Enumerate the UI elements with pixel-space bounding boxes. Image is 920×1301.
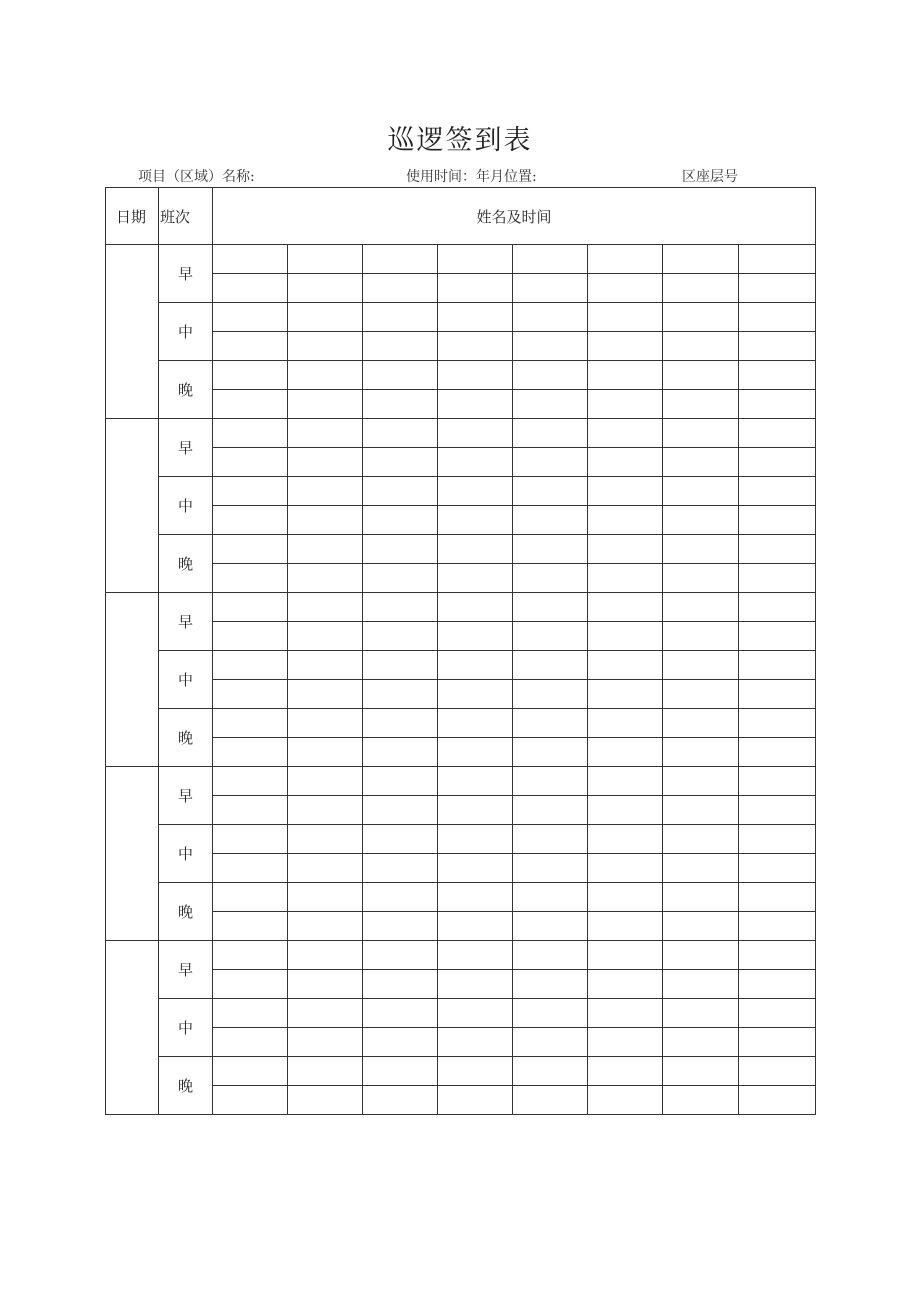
signature-cell[interactable] [213, 1057, 288, 1086]
signature-cell[interactable] [588, 912, 663, 941]
shift-cell: 早 [159, 767, 213, 825]
signature-cell[interactable] [438, 825, 513, 854]
signature-cell[interactable] [438, 593, 513, 622]
project-area-name-label: 项目（区域）名称: [138, 169, 255, 185]
header-date: 日期 [106, 188, 159, 245]
signature-cell[interactable] [513, 535, 588, 564]
table-row [106, 825, 816, 854]
signature-cell[interactable] [739, 738, 816, 767]
signature-cell[interactable] [438, 506, 513, 535]
header-shift: 班次 [159, 188, 213, 245]
shift-cell: 中 [159, 303, 213, 361]
signature-cell[interactable] [213, 796, 288, 825]
zone-seat-floor-label: 区座层号 [682, 169, 738, 185]
signature-cell[interactable] [438, 245, 513, 274]
signature-cell[interactable] [438, 738, 513, 767]
signature-cell[interactable] [663, 361, 739, 390]
table-row [106, 941, 816, 970]
table-row [106, 448, 816, 477]
signature-cell[interactable] [588, 1057, 663, 1086]
signature-cell[interactable] [363, 477, 438, 506]
signature-cell[interactable] [288, 274, 363, 303]
signature-cell[interactable] [363, 303, 438, 332]
table-row [106, 680, 816, 709]
signature-cell[interactable] [588, 303, 663, 332]
table-row [106, 506, 816, 535]
signature-cell[interactable] [663, 941, 739, 970]
signature-cell[interactable] [288, 390, 363, 419]
signature-cell[interactable] [438, 477, 513, 506]
table-row [106, 767, 816, 796]
signature-cell[interactable] [363, 1086, 438, 1115]
signature-cell[interactable] [288, 245, 363, 274]
signature-cell[interactable] [739, 361, 816, 390]
signature-cell[interactable] [663, 593, 739, 622]
signature-cell[interactable] [438, 883, 513, 912]
signature-cell[interactable] [588, 883, 663, 912]
signature-cell[interactable] [438, 709, 513, 738]
signature-cell[interactable] [438, 361, 513, 390]
table-row [106, 535, 816, 564]
signature-cell[interactable] [663, 738, 739, 767]
signature-cell[interactable] [739, 448, 816, 477]
signature-cell[interactable] [739, 912, 816, 941]
shift-cell: 早 [159, 941, 213, 999]
signature-cell[interactable] [513, 390, 588, 419]
signature-cell[interactable] [213, 738, 288, 767]
signature-cell[interactable] [513, 303, 588, 332]
signature-cell[interactable] [438, 970, 513, 999]
signature-cell[interactable] [663, 970, 739, 999]
signature-cell[interactable] [739, 419, 816, 448]
signature-cell[interactable] [288, 883, 363, 912]
signature-cell[interactable] [513, 854, 588, 883]
signature-cell[interactable] [288, 564, 363, 593]
signature-cell[interactable] [363, 361, 438, 390]
signature-cell[interactable] [288, 535, 363, 564]
signature-cell[interactable] [363, 593, 438, 622]
signature-cell[interactable] [363, 709, 438, 738]
signature-cell[interactable] [588, 651, 663, 680]
signature-cell[interactable] [288, 1057, 363, 1086]
signature-cell[interactable] [288, 593, 363, 622]
signature-cell[interactable] [663, 332, 739, 361]
signature-cell[interactable] [213, 709, 288, 738]
signature-cell[interactable] [363, 506, 438, 535]
signature-cell[interactable] [588, 361, 663, 390]
signature-cell[interactable] [288, 709, 363, 738]
signature-cell[interactable] [288, 332, 363, 361]
signature-cell[interactable] [588, 1028, 663, 1057]
signature-cell[interactable] [363, 854, 438, 883]
signature-cell[interactable] [363, 448, 438, 477]
page-title: 巡逻签到表 [387, 125, 533, 156]
signature-cell[interactable] [213, 680, 288, 709]
signature-cell[interactable] [739, 970, 816, 999]
signature-cell[interactable] [438, 622, 513, 651]
signature-cell[interactable] [663, 651, 739, 680]
signature-cell[interactable] [438, 912, 513, 941]
table-row [106, 883, 816, 912]
signature-cell[interactable] [288, 419, 363, 448]
signature-cell[interactable] [513, 1028, 588, 1057]
signature-cell[interactable] [739, 535, 816, 564]
signature-cell[interactable] [438, 999, 513, 1028]
signature-cell[interactable] [663, 825, 739, 854]
shift-cell: 晚 [159, 1057, 213, 1115]
signature-cell[interactable] [588, 245, 663, 274]
signature-cell[interactable] [438, 564, 513, 593]
shift-cell: 中 [159, 477, 213, 535]
signature-cell[interactable] [213, 477, 288, 506]
signature-cell[interactable] [363, 738, 438, 767]
shift-cell: 中 [159, 651, 213, 709]
signature-cell[interactable] [663, 680, 739, 709]
signature-cell[interactable] [663, 912, 739, 941]
signature-cell[interactable] [213, 274, 288, 303]
signature-cell[interactable] [588, 564, 663, 593]
signature-cell[interactable] [438, 1028, 513, 1057]
header-names-and-time: 姓名及时间 [213, 188, 816, 245]
table-row [106, 912, 816, 941]
signature-cell[interactable] [438, 274, 513, 303]
signature-cell[interactable] [288, 767, 363, 796]
signature-cell[interactable] [739, 245, 816, 274]
signature-cell[interactable] [663, 477, 739, 506]
signature-cell[interactable] [213, 767, 288, 796]
signature-cell[interactable] [363, 883, 438, 912]
signature-cell[interactable] [513, 419, 588, 448]
shift-cell: 早 [159, 245, 213, 303]
signature-cell[interactable] [513, 1057, 588, 1086]
signature-cell[interactable] [363, 245, 438, 274]
signature-cell[interactable] [588, 999, 663, 1028]
signature-cell[interactable] [213, 332, 288, 361]
signature-cell[interactable] [288, 622, 363, 651]
signature-cell[interactable] [739, 680, 816, 709]
signature-cell[interactable] [363, 535, 438, 564]
signature-cell[interactable] [288, 738, 363, 767]
signature-cell[interactable] [438, 651, 513, 680]
signature-cell[interactable] [588, 419, 663, 448]
signature-cell[interactable] [363, 825, 438, 854]
signature-cell[interactable] [363, 912, 438, 941]
signature-cell[interactable] [739, 1057, 816, 1086]
signature-cell[interactable] [438, 1086, 513, 1115]
signature-cell[interactable] [513, 999, 588, 1028]
signature-cell[interactable] [739, 477, 816, 506]
signature-cell[interactable] [363, 390, 438, 419]
signature-cell[interactable] [663, 1086, 739, 1115]
signature-cell[interactable] [363, 332, 438, 361]
signature-cell[interactable] [663, 883, 739, 912]
signature-cell[interactable] [739, 274, 816, 303]
shift-cell: 晚 [159, 361, 213, 419]
signature-cell[interactable] [663, 709, 739, 738]
signature-cell[interactable] [513, 912, 588, 941]
signature-cell[interactable] [288, 303, 363, 332]
table-row [106, 390, 816, 419]
signature-cell[interactable] [363, 999, 438, 1028]
signature-cell[interactable] [588, 767, 663, 796]
signature-cell[interactable] [588, 332, 663, 361]
signature-cell[interactable] [513, 361, 588, 390]
table-row [106, 999, 816, 1028]
signature-cell[interactable] [438, 767, 513, 796]
signature-cell[interactable] [363, 419, 438, 448]
signature-cell[interactable] [588, 448, 663, 477]
table-row [106, 593, 816, 622]
signature-cell[interactable] [363, 1057, 438, 1086]
signature-cell[interactable] [588, 970, 663, 999]
signature-cell[interactable] [663, 854, 739, 883]
table-row [106, 622, 816, 651]
signature-cell[interactable] [513, 564, 588, 593]
signature-cell[interactable] [213, 535, 288, 564]
signature-cell[interactable] [513, 332, 588, 361]
signature-cell[interactable] [363, 767, 438, 796]
signature-cell[interactable] [663, 564, 739, 593]
table-row [106, 303, 816, 332]
signature-cell[interactable] [363, 274, 438, 303]
signature-cell[interactable] [663, 796, 739, 825]
signature-cell[interactable] [288, 477, 363, 506]
signature-cell[interactable] [438, 419, 513, 448]
signature-cell[interactable] [438, 535, 513, 564]
signature-cell[interactable] [588, 274, 663, 303]
signature-cell[interactable] [588, 535, 663, 564]
signature-cell[interactable] [213, 622, 288, 651]
shift-cell: 晚 [159, 535, 213, 593]
signature-cell[interactable] [739, 303, 816, 332]
signature-cell[interactable] [438, 854, 513, 883]
signature-cell[interactable] [288, 970, 363, 999]
signature-cell[interactable] [663, 419, 739, 448]
signature-cell[interactable] [739, 1028, 816, 1057]
signature-cell[interactable] [739, 709, 816, 738]
table-row [106, 796, 816, 825]
signature-cell[interactable] [663, 506, 739, 535]
shift-cell: 早 [159, 593, 213, 651]
signature-cell[interactable] [213, 1028, 288, 1057]
signature-cell[interactable] [213, 564, 288, 593]
signature-cell[interactable] [363, 622, 438, 651]
signature-cell[interactable] [288, 361, 363, 390]
signature-cell[interactable] [588, 1086, 663, 1115]
signature-cell[interactable] [363, 651, 438, 680]
signature-cell[interactable] [438, 680, 513, 709]
signature-cell[interactable] [213, 941, 288, 970]
signature-cell[interactable] [663, 274, 739, 303]
signature-cell[interactable] [739, 622, 816, 651]
signature-cell[interactable] [288, 825, 363, 854]
signature-cell[interactable] [288, 941, 363, 970]
date-cell[interactable] [106, 941, 159, 1115]
signature-cell[interactable] [513, 1086, 588, 1115]
signature-cell[interactable] [213, 390, 288, 419]
signature-cell[interactable] [663, 535, 739, 564]
signature-cell[interactable] [363, 680, 438, 709]
signature-cell[interactable] [213, 419, 288, 448]
signature-cell[interactable] [213, 1086, 288, 1115]
signature-cell[interactable] [663, 999, 739, 1028]
signature-cell[interactable] [513, 651, 588, 680]
signature-cell[interactable] [588, 622, 663, 651]
signature-cell[interactable] [288, 1086, 363, 1115]
signature-cell[interactable] [663, 1028, 739, 1057]
signature-cell[interactable] [739, 651, 816, 680]
signature-cell[interactable] [739, 825, 816, 854]
patrol-signin-table [105, 187, 816, 1115]
signature-cell[interactable] [438, 332, 513, 361]
signature-cell[interactable] [513, 680, 588, 709]
table-row [106, 332, 816, 361]
table-row [106, 1028, 816, 1057]
signature-cell[interactable] [588, 854, 663, 883]
signature-cell[interactable] [363, 970, 438, 999]
signature-cell[interactable] [288, 854, 363, 883]
table-row [106, 651, 816, 680]
signature-cell[interactable] [663, 448, 739, 477]
signature-cell[interactable] [513, 477, 588, 506]
shift-cell: 中 [159, 825, 213, 883]
table-row [106, 970, 816, 999]
signature-cell[interactable] [213, 245, 288, 274]
signature-cell[interactable] [513, 767, 588, 796]
signature-cell[interactable] [513, 622, 588, 651]
shift-cell: 晚 [159, 883, 213, 941]
signature-cell[interactable] [438, 1057, 513, 1086]
signature-cell[interactable] [588, 506, 663, 535]
signature-cell[interactable] [213, 303, 288, 332]
signature-cell[interactable] [438, 448, 513, 477]
signature-cell[interactable] [288, 680, 363, 709]
signature-cell[interactable] [588, 796, 663, 825]
signature-cell[interactable] [288, 796, 363, 825]
signature-cell[interactable] [739, 332, 816, 361]
signature-cell[interactable] [288, 651, 363, 680]
signature-cell[interactable] [739, 593, 816, 622]
signature-cell[interactable] [213, 651, 288, 680]
signature-cell[interactable] [588, 390, 663, 419]
signature-cell[interactable] [213, 883, 288, 912]
signature-cell[interactable] [288, 448, 363, 477]
signature-cell[interactable] [588, 709, 663, 738]
signature-cell[interactable] [663, 1057, 739, 1086]
signature-cell[interactable] [513, 738, 588, 767]
signature-cell[interactable] [588, 680, 663, 709]
signature-cell[interactable] [363, 796, 438, 825]
signature-cell[interactable] [288, 506, 363, 535]
signature-cell[interactable] [513, 825, 588, 854]
signature-cell[interactable] [739, 390, 816, 419]
table-row [106, 854, 816, 883]
signature-cell[interactable] [513, 796, 588, 825]
signature-cell[interactable] [288, 912, 363, 941]
shift-cell: 早 [159, 419, 213, 477]
signature-cell[interactable] [739, 883, 816, 912]
signature-cell[interactable] [213, 361, 288, 390]
signature-cell[interactable] [739, 854, 816, 883]
date-cell[interactable] [106, 419, 159, 593]
signature-cell[interactable] [513, 941, 588, 970]
date-cell[interactable] [106, 593, 159, 767]
signature-cell[interactable] [588, 477, 663, 506]
signature-cell[interactable] [213, 854, 288, 883]
signature-cell[interactable] [438, 303, 513, 332]
signature-cell[interactable] [438, 390, 513, 419]
signature-cell[interactable] [739, 506, 816, 535]
signature-cell[interactable] [663, 390, 739, 419]
table-row [106, 274, 816, 303]
table-row [106, 361, 816, 390]
table-row [106, 477, 816, 506]
signature-cell[interactable] [739, 796, 816, 825]
table-row [106, 1057, 816, 1086]
signature-cell[interactable] [663, 303, 739, 332]
signature-cell[interactable] [588, 941, 663, 970]
signature-cell[interactable] [588, 738, 663, 767]
signature-cell[interactable] [438, 941, 513, 970]
signature-cell[interactable] [663, 622, 739, 651]
signature-cell[interactable] [288, 999, 363, 1028]
table-row [106, 245, 816, 274]
signature-cell[interactable] [513, 883, 588, 912]
signature-cell[interactable] [588, 593, 663, 622]
signature-cell[interactable] [739, 999, 816, 1028]
signature-cell[interactable] [739, 1086, 816, 1115]
shift-cell: 晚 [159, 709, 213, 767]
signature-cell[interactable] [213, 999, 288, 1028]
signature-cell[interactable] [363, 1028, 438, 1057]
shift-cell: 中 [159, 999, 213, 1057]
signature-cell[interactable] [588, 825, 663, 854]
signature-cell[interactable] [513, 593, 588, 622]
signature-cell[interactable] [213, 970, 288, 999]
signature-cell[interactable] [663, 767, 739, 796]
signature-cell[interactable] [739, 941, 816, 970]
signature-cell[interactable] [739, 564, 816, 593]
table-row [106, 709, 816, 738]
signature-cell[interactable] [513, 506, 588, 535]
signature-cell[interactable] [213, 448, 288, 477]
table-header-row [106, 188, 816, 245]
table-row [106, 1086, 816, 1115]
signature-cell[interactable] [663, 245, 739, 274]
signature-cell[interactable] [513, 448, 588, 477]
date-cell[interactable] [106, 767, 159, 941]
signature-cell[interactable] [213, 912, 288, 941]
signature-cell[interactable] [363, 941, 438, 970]
table-row [106, 738, 816, 767]
signature-cell[interactable] [213, 825, 288, 854]
signature-cell[interactable] [213, 593, 288, 622]
table-row [106, 564, 816, 593]
signature-cell[interactable] [363, 564, 438, 593]
signature-cell[interactable] [288, 1028, 363, 1057]
signature-cell[interactable] [438, 796, 513, 825]
usage-time-location-label: 使用时间：年月位置: [406, 169, 537, 185]
table-row [106, 419, 816, 448]
date-cell[interactable] [106, 245, 159, 419]
signature-cell[interactable] [513, 970, 588, 999]
signature-cell[interactable] [513, 709, 588, 738]
signature-cell[interactable] [213, 506, 288, 535]
signature-cell[interactable] [513, 245, 588, 274]
signature-cell[interactable] [513, 274, 588, 303]
signature-cell[interactable] [739, 767, 816, 796]
